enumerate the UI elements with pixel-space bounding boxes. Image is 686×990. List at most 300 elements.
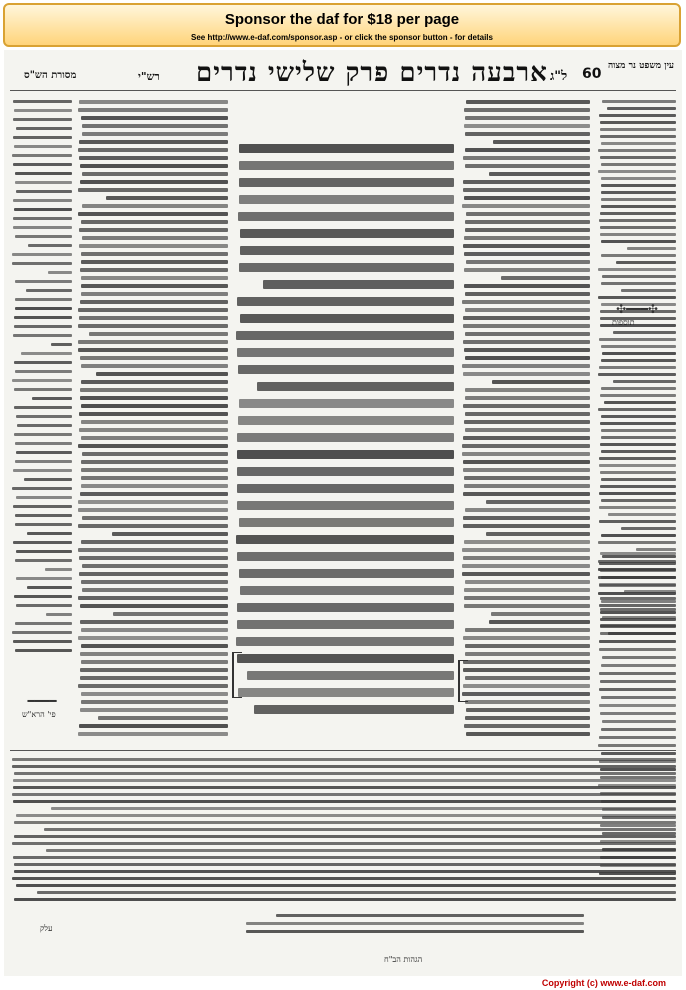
text-line <box>599 366 676 369</box>
sponsor-banner[interactable] <box>3 3 681 47</box>
text-line <box>12 842 676 845</box>
text-line <box>465 580 590 584</box>
text-line <box>240 586 454 595</box>
text-line <box>601 282 676 285</box>
text-line <box>112 532 228 536</box>
text-line <box>599 492 676 495</box>
text-line <box>601 254 676 257</box>
text-line <box>239 518 454 527</box>
text-line <box>465 644 590 648</box>
text-line <box>601 240 676 243</box>
text-line <box>82 564 228 568</box>
text-line <box>464 236 590 240</box>
text-line <box>599 688 676 691</box>
footnote-label: עלק <box>40 924 53 933</box>
text-line <box>463 316 590 320</box>
text-line <box>463 516 590 520</box>
text-line <box>98 716 228 720</box>
text-line <box>81 436 228 440</box>
text-line <box>465 332 590 336</box>
text-line <box>16 451 72 454</box>
text-line <box>465 228 590 232</box>
text-line <box>238 416 454 425</box>
text-line <box>464 268 590 272</box>
text-line <box>80 620 228 624</box>
text-line <box>80 356 228 360</box>
text-line <box>15 442 72 445</box>
text-line <box>601 534 676 537</box>
text-line <box>599 736 676 739</box>
ein-mishpat-label: עין משפט נר מצוה <box>607 61 675 71</box>
header-rule <box>10 90 676 91</box>
text-line <box>80 300 228 304</box>
text-line <box>12 262 72 265</box>
text-line <box>600 608 676 611</box>
text-line <box>81 460 228 464</box>
text-line <box>236 637 454 646</box>
text-line <box>78 340 228 344</box>
text-line <box>465 132 590 136</box>
text-line <box>13 334 72 337</box>
text-line <box>463 180 590 184</box>
text-line <box>16 415 72 418</box>
rosh-ornament: ━━━━ <box>27 694 57 708</box>
text-line <box>82 588 228 592</box>
text-line <box>489 620 590 624</box>
text-line <box>465 356 590 360</box>
text-line <box>465 292 590 296</box>
text-line <box>601 450 676 453</box>
text-line <box>15 370 72 373</box>
text-line <box>463 684 590 688</box>
text-line <box>79 556 228 560</box>
rashi-label: רש"י <box>138 70 160 83</box>
text-line <box>78 524 228 528</box>
text-line <box>13 541 72 544</box>
text-line <box>81 420 228 424</box>
text-line <box>13 469 72 472</box>
text-line <box>80 652 228 656</box>
text-line <box>466 732 590 736</box>
text-line <box>17 424 72 427</box>
text-line <box>601 198 676 201</box>
text-line <box>464 124 590 128</box>
text-line <box>463 668 590 672</box>
text-line <box>45 568 72 571</box>
text-line <box>238 688 454 697</box>
text-line <box>78 444 228 448</box>
text-line <box>601 359 676 362</box>
text-line <box>13 199 72 202</box>
text-line <box>15 622 72 625</box>
text-line <box>12 758 676 761</box>
text-line <box>79 428 228 432</box>
text-line <box>465 628 590 632</box>
text-line <box>237 348 454 357</box>
text-line <box>601 728 677 731</box>
text-line <box>246 930 584 933</box>
text-line <box>501 276 590 280</box>
text-line <box>601 415 676 418</box>
text-line <box>237 484 454 493</box>
tosafot-column <box>462 98 590 738</box>
text-line <box>599 457 676 460</box>
text-line <box>14 145 72 148</box>
text-line <box>600 680 676 683</box>
text-line <box>602 616 676 619</box>
text-line <box>15 172 72 175</box>
text-line <box>80 164 228 168</box>
text-line <box>464 284 590 288</box>
text-line <box>607 107 676 110</box>
text-line <box>80 492 228 496</box>
text-line <box>16 190 72 193</box>
text-line <box>80 604 228 608</box>
text-line <box>463 188 591 192</box>
text-line <box>15 235 72 238</box>
text-line <box>598 568 676 571</box>
text-line <box>464 724 590 728</box>
text-line <box>79 140 228 144</box>
text-line <box>493 140 591 144</box>
text-line <box>26 289 72 292</box>
text-line <box>81 540 228 544</box>
text-line <box>463 460 590 464</box>
text-line <box>51 343 72 346</box>
text-line <box>44 828 676 831</box>
text-line <box>14 388 72 391</box>
text-line <box>463 468 590 472</box>
text-line <box>78 148 228 152</box>
text-line <box>464 484 590 488</box>
text-line <box>463 660 590 664</box>
text-line <box>601 696 676 699</box>
text-line <box>627 247 676 250</box>
text-line <box>237 620 454 629</box>
text-line <box>12 253 72 256</box>
text-line <box>599 672 676 675</box>
sponsor-title[interactable]: Sponsor the daf for $18 per page <box>224 11 460 28</box>
text-line <box>464 108 590 112</box>
text-line <box>14 595 72 598</box>
text-line <box>489 172 590 176</box>
text-line <box>16 577 72 580</box>
text-line <box>601 576 676 579</box>
text-line <box>465 220 590 224</box>
text-line <box>465 396 590 400</box>
text-line <box>79 244 228 248</box>
text-line <box>602 656 676 659</box>
text-line <box>13 856 676 859</box>
text-line <box>16 496 72 499</box>
hagahot-label: הגהות הב"ח <box>384 955 423 964</box>
text-line <box>599 648 676 651</box>
text-line <box>463 372 590 376</box>
rosh-label: פי' הרא"ש <box>22 710 56 719</box>
text-line <box>80 268 228 272</box>
text-line <box>464 596 590 600</box>
text-line <box>14 208 72 211</box>
text-line <box>598 296 676 299</box>
text-line <box>600 443 676 446</box>
text-line <box>598 373 676 376</box>
text-line <box>463 636 590 640</box>
text-line <box>463 556 590 560</box>
text-line <box>236 331 454 340</box>
text-line <box>13 118 72 121</box>
text-line <box>598 149 676 152</box>
text-line <box>599 640 676 643</box>
text-line <box>466 708 590 712</box>
text-line <box>27 586 72 589</box>
text-line <box>15 649 72 652</box>
text-line <box>82 516 228 520</box>
text-line <box>79 228 228 232</box>
talmud-page-scan <box>4 50 682 976</box>
text-line <box>80 180 228 184</box>
text-line <box>598 560 676 563</box>
text-line <box>14 863 676 866</box>
text-line <box>465 308 590 312</box>
text-line <box>600 712 676 715</box>
text-line <box>462 300 590 304</box>
text-line <box>600 128 676 131</box>
text-line <box>80 676 228 680</box>
text-line <box>462 692 590 696</box>
commentary-footer <box>12 756 676 906</box>
text-line <box>465 412 590 416</box>
text-line <box>463 404 590 408</box>
copyright-link[interactable]: Copyright (c) www.e-daf.com <box>541 978 666 988</box>
page-number: 60 <box>582 66 602 82</box>
text-line <box>600 394 676 397</box>
text-line <box>598 268 676 271</box>
text-line <box>28 244 72 247</box>
text-line <box>239 161 454 170</box>
text-line <box>79 100 228 104</box>
text-line <box>14 109 72 112</box>
text-line <box>78 596 228 600</box>
text-line <box>465 676 590 680</box>
text-line <box>13 505 72 508</box>
text-line <box>601 499 676 502</box>
text-line <box>239 569 454 578</box>
text-line <box>15 514 72 517</box>
text-line <box>462 572 590 576</box>
text-line <box>81 116 228 120</box>
text-line <box>600 212 676 215</box>
text-line <box>46 613 72 616</box>
text-line <box>246 922 584 925</box>
text-line <box>462 564 590 568</box>
rashi-column <box>78 98 228 738</box>
text-line <box>82 204 228 208</box>
text-line <box>464 196 590 200</box>
text-line <box>598 408 676 411</box>
text-line <box>80 388 228 392</box>
text-line <box>237 552 454 561</box>
text-line <box>13 136 72 139</box>
page-title: ארבעה נדרים פרק שלישי נדרים <box>196 58 548 88</box>
text-line <box>599 506 676 509</box>
text-line <box>616 261 676 264</box>
text-line <box>601 387 676 390</box>
text-line <box>24 478 72 481</box>
text-line <box>464 476 590 480</box>
text-line <box>78 636 228 640</box>
text-line <box>247 671 454 680</box>
text-line <box>82 132 228 136</box>
text-line <box>12 793 676 796</box>
text-line <box>465 700 590 704</box>
text-line <box>462 204 590 208</box>
text-line <box>79 316 228 320</box>
text-line <box>81 364 228 368</box>
hagahot-block <box>244 912 584 940</box>
text-line <box>599 584 676 587</box>
text-line <box>239 399 454 408</box>
tosafot-ornament: ✣━━━✣ <box>616 302 658 316</box>
text-line <box>598 170 676 173</box>
text-line <box>463 324 590 328</box>
text-line <box>15 559 72 562</box>
text-line <box>12 631 72 634</box>
text-line <box>237 450 454 459</box>
text-line <box>81 380 228 384</box>
text-line <box>463 436 590 440</box>
text-line <box>601 478 676 481</box>
text-line <box>13 779 676 782</box>
text-line <box>466 100 590 104</box>
text-line <box>602 275 676 278</box>
text-line <box>15 280 72 283</box>
text-line <box>81 692 228 696</box>
text-line <box>463 524 590 528</box>
text-line <box>599 464 676 467</box>
text-line <box>601 184 676 187</box>
text-line <box>463 340 590 344</box>
text-line <box>51 807 676 810</box>
text-line <box>237 297 454 306</box>
text-line <box>464 540 590 544</box>
text-line <box>48 271 72 274</box>
text-line <box>14 821 676 824</box>
text-line <box>600 485 676 488</box>
text-line <box>14 406 72 409</box>
text-line <box>82 124 228 128</box>
text-line <box>601 205 676 208</box>
text-line <box>613 380 676 383</box>
text-line <box>82 236 228 240</box>
text-line <box>78 308 228 312</box>
text-line <box>599 219 676 222</box>
text-line <box>601 345 676 348</box>
text-line <box>601 600 676 603</box>
text-line <box>465 148 590 152</box>
text-line <box>12 379 72 382</box>
text-line <box>46 849 676 852</box>
text-line <box>608 513 676 516</box>
text-line <box>600 624 676 627</box>
text-line <box>16 884 676 887</box>
text-line <box>12 877 676 880</box>
text-line <box>14 898 676 901</box>
text-line <box>81 476 228 480</box>
text-line <box>601 664 676 667</box>
text-line <box>13 226 72 229</box>
text-line <box>82 172 228 176</box>
text-line <box>238 365 454 374</box>
text-line <box>463 244 590 248</box>
text-line <box>15 523 72 526</box>
gemara-bracket <box>232 652 242 698</box>
text-line <box>492 380 590 384</box>
tosafot-bracket <box>458 660 468 702</box>
text-line <box>15 298 72 301</box>
text-line <box>81 644 228 648</box>
text-line <box>600 121 676 124</box>
text-line <box>491 612 590 616</box>
text-line <box>599 338 676 341</box>
text-line <box>80 668 228 672</box>
text-line <box>78 500 228 504</box>
text-line <box>81 404 228 408</box>
text-line <box>12 765 676 768</box>
text-line <box>13 640 72 643</box>
text-line <box>602 720 676 723</box>
text-line <box>238 212 454 221</box>
text-line <box>239 263 454 272</box>
text-line <box>263 280 454 289</box>
text-line <box>96 372 228 376</box>
text-line <box>79 572 228 576</box>
text-line <box>600 422 676 425</box>
text-line <box>13 800 676 803</box>
text-line <box>78 508 228 512</box>
text-line <box>81 468 228 472</box>
text-line <box>599 114 676 117</box>
text-line <box>89 332 228 336</box>
text-line <box>237 654 454 663</box>
text-line <box>257 382 455 391</box>
gemara-column <box>236 142 454 714</box>
text-line <box>16 127 72 130</box>
text-line <box>240 314 454 323</box>
text-line <box>601 163 676 166</box>
text-line <box>601 436 676 439</box>
text-line <box>16 814 676 817</box>
text-line <box>81 276 228 280</box>
text-line <box>13 217 72 220</box>
text-line <box>79 156 228 160</box>
text-line <box>16 604 72 607</box>
text-line <box>466 212 590 216</box>
text-line <box>462 452 590 456</box>
footer-rule <box>10 750 676 751</box>
text-line <box>464 252 590 256</box>
text-line <box>254 705 454 714</box>
text-line <box>598 592 676 595</box>
text-line <box>240 229 454 238</box>
text-line <box>602 352 676 355</box>
text-line <box>106 196 228 200</box>
text-line <box>465 388 590 392</box>
text-line <box>601 142 676 145</box>
text-line <box>621 527 676 530</box>
text-line <box>237 467 454 476</box>
text-line <box>78 548 228 552</box>
text-line <box>12 154 72 157</box>
